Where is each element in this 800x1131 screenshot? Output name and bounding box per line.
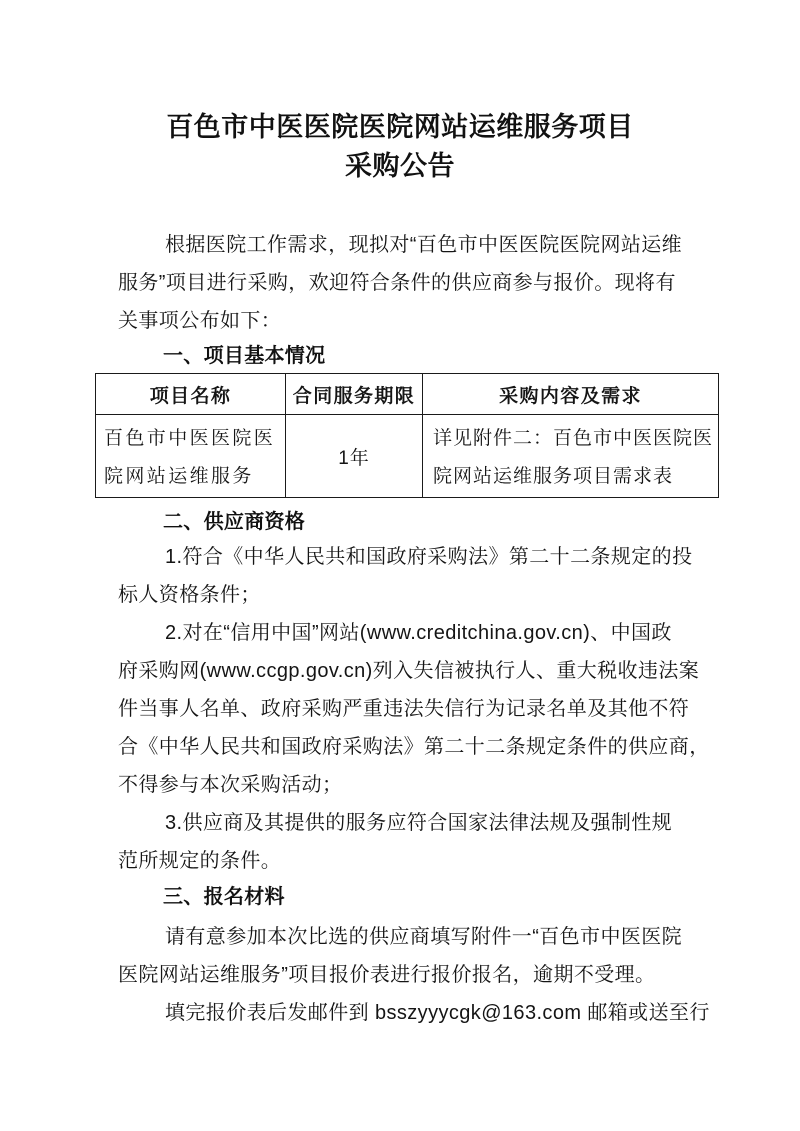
- intro-line: 关事项公布如下：: [118, 310, 282, 332]
- title-line-2: 采购公告: [345, 151, 455, 181]
- cell-service-period: 1年: [286, 415, 423, 498]
- section-heading-qualifications: 二、供应商资格: [163, 511, 306, 533]
- qualification-line: 合《中华人民共和国政府采购法》第二十二条规定条件的供应商，: [118, 736, 710, 758]
- registration-paragraph-2: [118, 994, 710, 1032]
- section-heading-registration: 三、报名材料: [163, 886, 285, 908]
- qualification-line: 件当事人名单、政府采购严重违法失信行为记录名单及其他不符: [118, 698, 690, 720]
- table-row: [96, 415, 719, 498]
- qualification-line: 1.符合《中华人民共和国政府采购法》第二十二条规定的投: [165, 546, 693, 568]
- qualification-item-2: [118, 614, 710, 804]
- registration-line: 医院网站运维服务”项目报价表进行报价报名，逾期不受理。: [118, 964, 656, 986]
- table-header-row: [96, 374, 719, 415]
- registration-line: 请有意参加本次比选的供应商填写附件一“百色市中医医院: [165, 926, 683, 948]
- document-body: [104, 226, 714, 1032]
- qualification-line: 3.供应商及其提供的服务应符合国家法律法规及强制性规: [165, 812, 673, 834]
- document-title: [0, 108, 800, 186]
- cell-content: 详见附件二：百色市中医医院医院网站运维服务项目需求表: [423, 415, 719, 498]
- header-content: 采购内容及需求: [423, 374, 719, 415]
- section-heading-project-info: 一、项目基本情况: [163, 345, 326, 367]
- header-project-name: 项目名称: [96, 374, 286, 415]
- intro-line: 根据医院工作需求，现拟对“百色市中医医院医院网站运维: [165, 234, 683, 256]
- qualification-line: 不得参与本次采购活动；: [118, 774, 343, 796]
- qualification-line: 2.对在“信用中国”网站(www.creditchina.gov.cn)、中国政: [165, 622, 672, 644]
- registration-line: 填完报价表后发邮件到 bsszyyycgk@163.com 邮箱或送至行: [165, 1002, 710, 1024]
- registration-paragraph-1: [118, 918, 692, 994]
- cell-project-name: 百色市中医医院医院网站运维服务: [96, 415, 286, 498]
- qualification-item-1: [118, 538, 692, 614]
- header-service-period: 合同服务期限: [286, 374, 423, 415]
- qualification-line: 范所规定的条件。: [118, 850, 282, 872]
- project-info-table: [95, 373, 719, 498]
- intro-paragraph: [118, 226, 692, 340]
- qualification-line: 府采购网(www.ccgp.gov.cn)列入失信被执行人、重大税收违法案: [118, 660, 700, 682]
- qualification-item-3: [118, 804, 692, 880]
- title-line-1: 百色市中医医院医院网站运维服务项目: [166, 112, 634, 142]
- intro-line: 服务”项目进行采购，欢迎符合条件的供应商参与报价。现将有: [118, 272, 676, 294]
- qualification-line: 标人资格条件；: [118, 584, 261, 606]
